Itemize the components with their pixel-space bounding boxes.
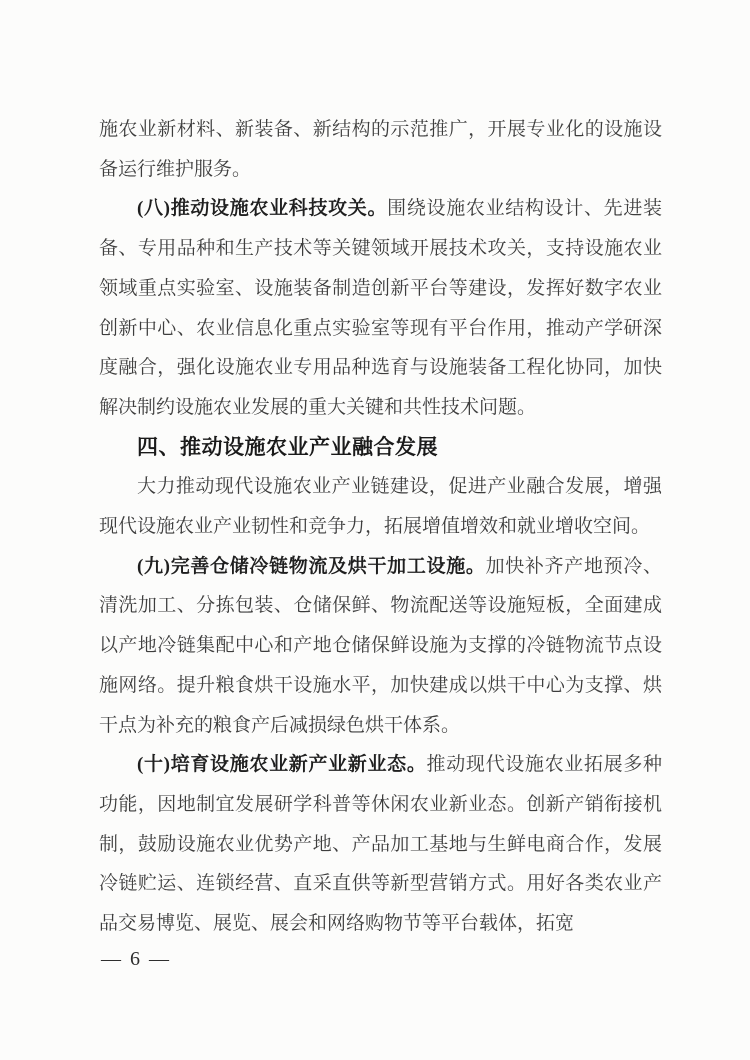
page-footer — [101, 948, 171, 971]
item-lead-9: (九)完善仓储冷链物流及烘干加工设施。 — [137, 555, 486, 577]
paragraph-item-9 — [99, 547, 662, 746]
item-lead-8: (八)推动设施农业科技攻关。 — [137, 198, 388, 220]
section-heading-4: 四、推动设施农业产业融合发展 — [137, 435, 438, 459]
paragraph-intro — [99, 467, 662, 546]
item-lead-10: (十)培育设施农业新产业新业态。 — [137, 754, 427, 776]
paragraph-item-10 — [99, 745, 662, 944]
paragraph-text: 加快补齐产地预冷、清洗加工、分拣包装、仓储保鲜、物流配送等设施短板，全面建成以产地冷链集配中心和产地仓储保鲜设施为支撑的冷链物流节点设施网络。提升粮食烘干设施水平，加快建成以烘干中心为支撑、烘干点为补充的粮食产后减损绿色烘干体系。 — [99, 555, 662, 736]
paragraph-text: 推动现代设施农业拓展多种功能，因地制宜发展研学科普等休闲农业新业态。创新产销衔接机制，鼓励设施农业优势产地、产品加工基地与生鲜电商合作，发展冷链贮运、连锁经营、直采直供等新型营销方式。用好各类农业产品交易博览、展览、展会和网络购物节等平台载体，拓宽 — [99, 754, 662, 935]
document-body — [99, 110, 662, 944]
page-number: — 6 — — [101, 948, 171, 970]
paragraph-text: 施农业新材料、新装备、新结构的示范推广，开展专业化的设施设备运行维护服务。 — [99, 119, 662, 180]
paragraph-text: 大力推动现代设施农业产业链建设，促进产业融合发展，增强现代设施农业产业韧性和竞争力，拓展增值增效和就业增收空间。 — [99, 476, 662, 538]
paragraph-text: 围绕设施农业结构设计、先进装备、专用品种和生产技术等关键领域开展技术攻关，支持设施农业领域重点实验室、设施装备制造创新平台等建设，发挥好数字农业创新中心、农业信息化重点实验室等现有平台作用，推动产学研深度融合，强化设施农业专用品种选育与设施装备工程化协同，加快解决制约设施农业发展的重大关键和共性技术问题。 — [99, 198, 662, 418]
paragraph-continuation — [99, 110, 662, 189]
paragraph-item-8 — [99, 189, 662, 427]
